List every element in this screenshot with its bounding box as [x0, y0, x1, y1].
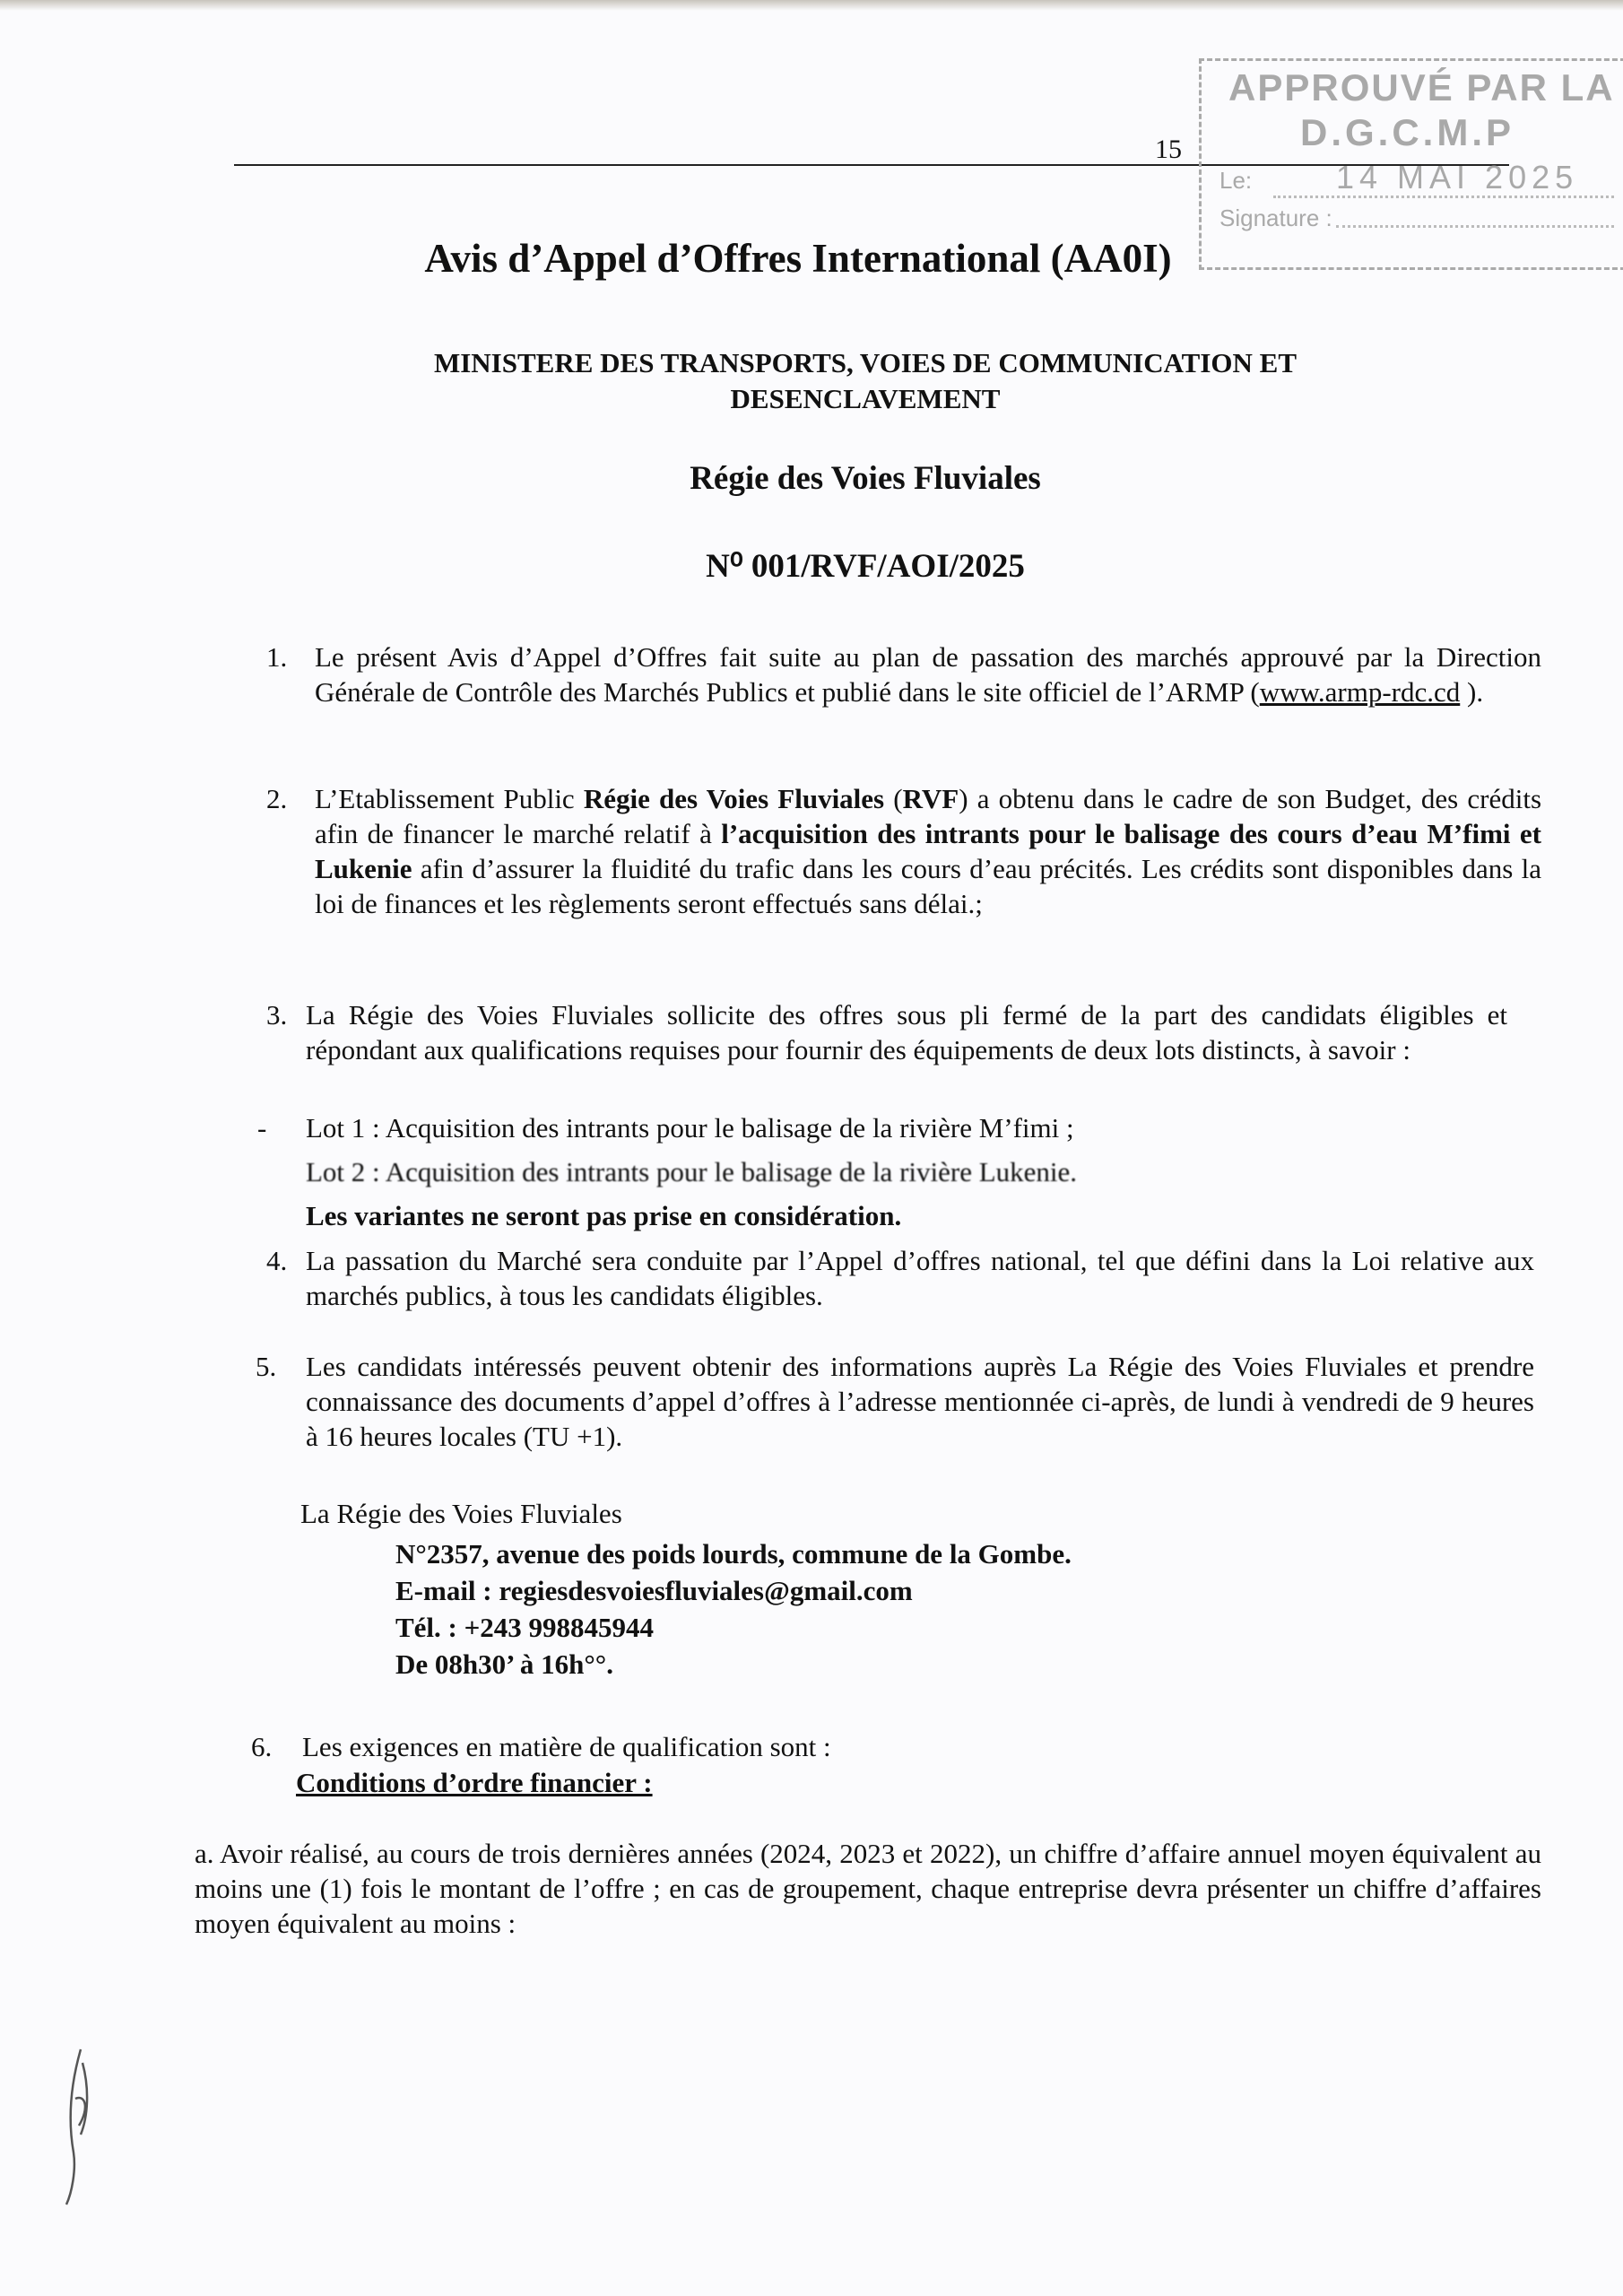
email-line: E-mail : regiesdesvoiesfluviales@gmail.com	[395, 1575, 913, 1606]
paragraph-text: (	[884, 783, 903, 814]
paragraph-number: 5.	[256, 1351, 277, 1382]
paragraph-text: ).	[1460, 676, 1484, 708]
paragraph-1	[315, 639, 1541, 709]
paragraph-5: Les candidats intéressés peuvent obtenir des informations auprès La Régie des Voies Fluviales et prendre connaissance des documents d’appel d’offres à l’adresse mentionnée ci-après, de lundi à vendredi de 9 heures à 16 heures locales (TU +1).	[306, 1351, 1534, 1452]
paragraph-number: 1.	[266, 641, 288, 673]
armp-link[interactable]: www.armp-rdc.cd	[1259, 676, 1461, 708]
scan-edge	[0, 0, 1623, 11]
address-line: N°2357, avenue des poids lourds, commune de la Gombe.	[395, 1538, 1072, 1570]
paragraph-6: Les exigences en matière de qualification sont :	[302, 1731, 831, 1762]
paragraph-text: ) a obtenu dans le cadre de son Budget, des crédits afin de financer le marché relatif à	[315, 783, 1542, 849]
paragraph-text: L’Etablissement Public	[315, 783, 584, 814]
initials-signature	[54, 2045, 108, 2206]
document-title: Avis d’Appel d’Offres International (AA0I)	[424, 236, 1172, 281]
paragraph-4: La passation du Marché sera conduite par l’Appel d’offres national, tel que défini dans la Loi relative aux marchés publics, à tous les candidats éligibles.	[306, 1245, 1534, 1311]
stamp-le-label: Le:	[1219, 167, 1253, 194]
page-number: 15	[1155, 135, 1182, 164]
ministry-heading: MINISTERE DES TRANSPORTS, VOIES DE COMMUNICATION ET DESENCLAVEMENT	[433, 347, 1298, 414]
paragraph-number: 4.	[266, 1245, 288, 1276]
lot-1: Lot 1 : Acquisition des intrants pour le balisage de la rivière M’fimi ;	[306, 1112, 1074, 1144]
paragraph-bold: l’acquisition des intrants pour le balisage des cours d’eau M’fimi et Lukenie	[315, 818, 1541, 884]
stamp-signature-label: Signature :	[1219, 204, 1332, 231]
stamp-line1: APPROUVÉ PAR LA	[1228, 66, 1615, 109]
paragraph-bold: RVF	[902, 783, 959, 814]
hours-line: De 08h30’ à 16h°°.	[395, 1648, 613, 1680]
paragraph-number: 3.	[266, 999, 288, 1031]
paragraph-text: afin d’assurer la fluidité du trafic dans les cours d’eau précités. Les crédits sont disponibles dans la loi de finances et les règlements seront effectués sans délai.;	[315, 853, 1541, 919]
lot-2: Lot 2 : Acquisition des intrants pour le balisage de la rivière Lukenie.	[306, 1156, 1078, 1187]
address-name: La Régie des Voies Fluviales	[300, 1498, 622, 1529]
paragraph-2	[315, 781, 1541, 921]
stamp-date: 14 MAI 2025	[1336, 159, 1579, 196]
variants-note: Les variantes ne seront pas prise en considération.	[306, 1200, 902, 1231]
paragraph-number: 2.	[266, 783, 288, 814]
phone-line: Tél. : +243 998845944	[395, 1612, 655, 1643]
stamp-dots	[1336, 225, 1614, 228]
list-dash: -	[257, 1112, 267, 1144]
stamp-dots	[1273, 196, 1614, 198]
paragraph-3: La Régie des Voies Fluviales sollicite des offres sous pli fermé de la part des candidats éligibles et répondant aux qualifications requises pour fournir des équipements de deux lots distincts, à savoir :	[306, 999, 1507, 1065]
stamp-line2: D.G.C.M.P	[1300, 111, 1515, 153]
paragraph-a: a. Avoir réalisé, au cours de trois dernières années (2024, 2023 et 2022), un chiffre d’affaire annuel moyen équivalent au moins une (1) fois le montant de l’offre ; en cas de groupement, chaque entreprise devra présenter un chiffre d’affaires moyen équivalent au moins :	[195, 1838, 1541, 1939]
paragraph-text: Le présent Avis d’Appel d’Offres fait suite au plan de passation des marchés approuvé par la Direction Générale de Contrôle des Marchés Publics et publié dans le site officiel de l’ARMP (	[315, 641, 1541, 708]
reference-number: N⁰ 001/RVF/AOI/2025	[706, 548, 1025, 585]
paragraph-number: 6.	[251, 1731, 273, 1762]
organization-heading: Régie des Voies Fluviales	[690, 460, 1041, 497]
paragraph-bold: Régie des Voies Fluviales	[583, 783, 885, 814]
financial-conditions-heading: Conditions d’ordre financier :	[296, 1767, 653, 1798]
